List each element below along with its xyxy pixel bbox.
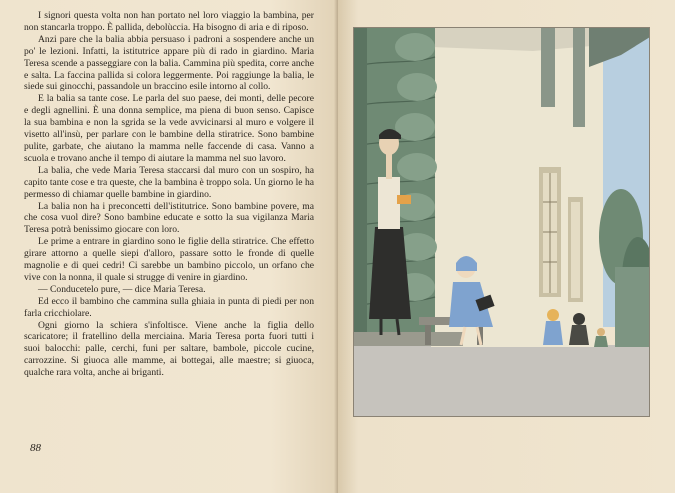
page-number: 88 — [30, 442, 41, 454]
paragraph: — Conducetelo pure, — dice Maria Teresa. — [38, 283, 206, 295]
paragraph: Ogni giorno la schiera s'infoltisce. Viene anche la figlia dello scaricatore; il fratellino della merciaina. Maria Teresa porta fuori tutti i suoi balocchi: palle, cerchi, funi per saltare, bambole, piccole cucine, carrozzine. Si giuoca alle mamme, ai bottegai, alle maestre; si giuoca, qualche rara volta, anche ai briganti. — [24, 319, 314, 379]
paragraph: Ed ecco il bambino che cammina sulla ghiaia in punta di piedi per non farla cricchiolare. — [24, 295, 314, 319]
paragraph: Le prime a entrare in giardino sono le figlie della stiratrice. Che effetto girare attorno a quelle siepi d'alloro, passare sotto le fronde di quelle magnolie e di quei cedri! Ci sarebbe un bambino piccolo, un orfano che vive con la nonna, il quale si strugge di venire in giardino. — [24, 236, 314, 283]
paragraph: La balia, che vede Maria Teresa staccarsi dal muro con un sospiro, ha capito tante cose e tra queste, che la bambina è troppo sola. Un giorno le ha permesso di chiamar quelle bambine in giardino. — [24, 164, 314, 200]
paragraph: Anzi pare che la balia abbia persuaso i padroni a sospendere anche un po' le lezioni. Infatti, la istitutrice appare più di rado in giardino. Maria Teresa scende a passeggiare con la balia. Cammina più spedita, corre anche e salta. La faccina pallida si colora leggermente. Poi raggiunge la balia, le siede sui ginocchi, passandole un braccino esile intorno al collo. — [24, 33, 314, 93]
paragraph: E la balia sa tante cose. Le parla del suo paese, dei monti, delle pecore e degli agnellini. È una donna semplice, ma piena di buon senso. Capisce la sua bambina e non la sgrida se la vede avvicinarsi al muro e volgere il visetto all'insù, per parlare con le bambine della stiratrice. Sono bambine pulite, garbate, che aiutano la mamma nelle faccende di casa. Vanno a scuola e trovano anche il tempo di aiutare la mamma nel suo lavoro. — [24, 93, 314, 164]
story-text — [24, 10, 314, 379]
paragraph: I signori questa volta non han portato nel loro viaggio la bambina, per non stancarla troppo. È pallida, debolùccia. Ha bisogno di aria e di riposo. — [24, 10, 314, 33]
garden-illustration — [353, 27, 650, 417]
paragraph: La balia non ha i preconcetti dell'istitutrice. Sono bambine povere, ma che cosa vuol dire? Sono bambine educate e sotto la sua vigilanza Maria Teresa potrà benissimo giocare con loro. — [24, 200, 314, 236]
